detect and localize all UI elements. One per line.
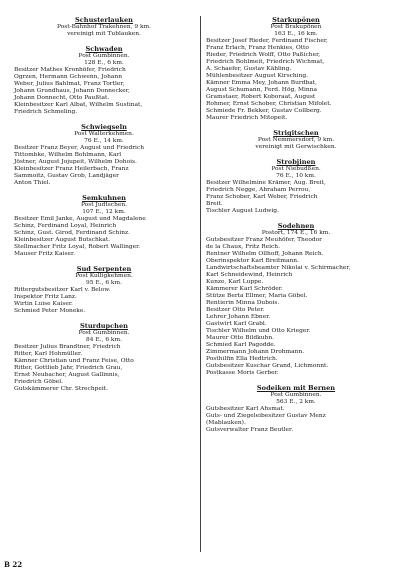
- resident-line: Besitzer Wilhelmine Krämer, Aug. Breit,: [206, 180, 326, 186]
- place-info: 95 E., 6 km.: [86, 280, 122, 286]
- resident-line: Gutsverwalter Franz Beutler.: [206, 427, 294, 433]
- place-title: Schwiegseln: [81, 123, 127, 131]
- place-info: 563 E., 2 km.: [276, 399, 316, 405]
- place-entry: [206, 222, 386, 377]
- resident-line: Guts- und Ziegeleibesitzer Gustav Menz: [206, 413, 326, 419]
- place-entry: [14, 265, 194, 315]
- resident-line: Johann Grundhaus, Johann Donnecker,: [14, 88, 130, 94]
- resident-line: Rittergutsbesitzer Karl v. Below.: [14, 287, 111, 293]
- resident-line: Franz Erlach, Franz Henkies, Otto: [206, 45, 309, 51]
- place-info: 128 E., 6 km.: [84, 60, 124, 66]
- resident-line: Schinz, Ferdinand Loyal, Heinrich: [14, 223, 117, 229]
- resident-line: Postkasse Moris Gerber.: [206, 370, 279, 376]
- resident-line: Rentner Wilhelm Ollhoff, Johann Reich.: [206, 251, 324, 257]
- place-title: Strobjinen: [276, 158, 316, 166]
- place-entry: [14, 123, 194, 187]
- place-entry: [206, 158, 386, 215]
- place-title: Semkuhnen: [82, 194, 126, 202]
- resident-line: Gutskämmerer Chr. Strechpeit.: [14, 386, 109, 392]
- place-title: Sturdupchen: [80, 322, 128, 330]
- resident-line: Franz Schober, Karl Weber, Friedrich: [206, 194, 318, 200]
- resident-line: Kleinbesitzer Franz Heilerbach, Franz: [14, 166, 129, 172]
- resident-line: Breit.: [206, 201, 223, 207]
- resident-line: Gutsbesitzer Franz Meuhöfer, Theodor: [206, 237, 323, 243]
- resident-line: Gutsbesitzer Karl Ahsmat.: [206, 406, 285, 412]
- resident-line: Gramstaer, Robert Koboraat, August: [206, 94, 316, 100]
- place-info: Post Kulligkehmen.: [75, 273, 133, 279]
- place-info: Post Gumbinnen.: [270, 392, 322, 398]
- right-column: [206, 16, 386, 441]
- resident-line: Kleinbesitzer August Butschkat.: [14, 237, 111, 243]
- resident-line: Zimmermann Johann Drohmann.: [206, 349, 305, 355]
- resident-line: Weber, Julius Bahlmat, Franz Tortler,: [14, 81, 125, 87]
- place-info: Postort, 174 E., 16 km.: [261, 230, 331, 236]
- resident-line: A. Schaefer, Gustav Kähling.: [206, 66, 292, 72]
- resident-line: Kämmerer Karl Schröder.: [206, 286, 283, 292]
- resident-line: Ritter, Karl Hohmüller.: [14, 351, 83, 357]
- resident-line: (Mablauken).: [206, 420, 246, 426]
- place-info: Post Nemmersdorf, 9 km.: [257, 137, 335, 143]
- place-info: 76 E., 10 km.: [276, 173, 316, 179]
- resident-line: Sammoitz, Gustav Grob, Landjäger: [14, 173, 119, 179]
- document-page: [14, 16, 386, 564]
- resident-line: Besitzer Julius Brandtner, Friedrich: [14, 344, 121, 350]
- resident-line: Besitzer Josef Rieder, Ferdinand Fischer,: [206, 38, 328, 44]
- place-entry: [14, 322, 194, 393]
- resident-line: Kämner Emma Mey, Johann Burdbat,: [206, 80, 318, 86]
- resident-line: Rentierin Minna Dubois.: [206, 300, 280, 306]
- place-entry: [14, 194, 194, 258]
- resident-line: Besitzer Emil Janke, August und Magdalene: [14, 216, 146, 222]
- place-info: 76 E., 14 km.: [84, 138, 124, 144]
- resident-line: Lehrer Johann Ebner.: [206, 314, 271, 320]
- resident-line: Ritter, Gottlieb Jahr, Friedrich Grau,: [14, 365, 123, 371]
- resident-line: Tischler August Ludwig.: [206, 208, 279, 214]
- resident-line: August Schumann, Ferd. Hög, Minna: [206, 87, 318, 93]
- resident-line: Oberinspektor Karl Breitmann.: [206, 258, 299, 264]
- resident-line: Ernst Neubacher, August Gallinnis,: [14, 372, 120, 378]
- resident-line: Mauser Fritz Kaiser.: [14, 251, 76, 257]
- place-info: vereinigt mit Gerwischken.: [255, 144, 337, 150]
- resident-line: Jöstner, August Jojupeit, Wilhelm Dohois.: [14, 159, 137, 165]
- place-title: Schwaden: [85, 45, 123, 53]
- place-info: 107 E., 12 km.: [82, 209, 126, 215]
- resident-line: Mühlenbesitzer August Kirsching.: [206, 73, 309, 79]
- resident-line: Landwirtschaftsbeamter Nikolai v. Schirmacher,: [206, 265, 351, 271]
- resident-line: de la Chaux, Fritz Reich.: [206, 244, 280, 250]
- place-info: Post-Bahnhof Trakehnen, 9 km.: [56, 24, 152, 30]
- resident-line: Johann Donnecht, Otto Paußtat.: [14, 95, 110, 101]
- place-info: Post Walterkehmen.: [74, 131, 134, 137]
- left-column: [14, 16, 194, 400]
- resident-line: Kunze, Karl Luppe.: [206, 279, 264, 285]
- place-info: Post Judtschen.: [80, 202, 128, 208]
- resident-line: Rieder, Friedrich Wolff, Otto Paßicher,: [206, 52, 321, 58]
- place-title: Starkupönen: [272, 16, 320, 24]
- resident-line: Schmiede Fr. Bekker, Gustav Collberg.: [206, 108, 322, 114]
- column-divider: [200, 16, 201, 552]
- place-info: 163 E., 16 km.: [274, 31, 318, 37]
- place-entry: [14, 16, 194, 38]
- resident-line: Kleinbesitzer Karl Albat, Wilhelm Sustinat,: [14, 102, 143, 108]
- place-entry: [206, 129, 386, 151]
- place-info: Post Niebudßen.: [271, 166, 321, 172]
- place-entry: [206, 16, 386, 122]
- place-info: Post Brakupönen: [270, 24, 322, 30]
- resident-line: Maurer Friedrich Mitopeit.: [206, 115, 288, 121]
- resident-line: Rohmer, Ernst Schober, Christian Mifolet.: [206, 101, 332, 107]
- place-entry: [14, 45, 194, 116]
- resident-line: Besitzer Franz Beyer, August und Friedrich: [14, 145, 145, 151]
- resident-line: Tischler Wilhelm und Otto Krieger.: [206, 328, 311, 334]
- place-title: Sodehnen: [277, 222, 315, 230]
- place-title: Sud Serpenten: [76, 265, 132, 273]
- resident-line: Gutsbesitzer Kuschar Grand, Lichmonnt.: [206, 363, 329, 369]
- place-title: Strigitschen: [273, 129, 319, 137]
- place-info: vereinigt mit Tublauken.: [67, 31, 141, 37]
- resident-line: Wirtin Luise Kaiser.: [14, 301, 73, 307]
- resident-line: Stellmacher Fritz Loyal, Robert Wallinger.: [14, 244, 141, 250]
- resident-line: Gastwirt Karl Grabl.: [206, 321, 267, 327]
- place-title: Sodeiken mit Bernen: [256, 384, 336, 392]
- resident-line: Besitzer Otto Peter.: [206, 307, 265, 313]
- resident-line: Tittombke, Wilhelm Bohlmann, Karl: [14, 152, 122, 158]
- resident-line: Schinz, Gust. Girod, Ferdinand Schinz.: [14, 230, 131, 236]
- resident-line: Anton Thiel.: [14, 180, 51, 186]
- resident-line: Friedrich Göbel.: [14, 379, 63, 385]
- place-entry: [206, 384, 386, 434]
- resident-line: Inspektor Fritz Lanz.: [14, 294, 77, 300]
- resident-line: Kämner Christian und Franz Feise, Otto: [14, 358, 134, 364]
- resident-line: Maurer Otto Bildkuhn.: [206, 335, 275, 341]
- resident-line: Schmied Peter Moneke.: [14, 308, 86, 314]
- resident-line: Karl Schneidewind, Heinrich: [206, 272, 293, 278]
- place-info: Post Gumbinnen.: [78, 53, 130, 59]
- resident-line: Friedrich Bohlmeit, Friedrich Wichmat,: [206, 59, 325, 65]
- resident-line: Posthilfin Ella Hedtrich.: [206, 356, 278, 362]
- place-info: Post Gumbinnen.: [78, 330, 130, 336]
- place-info: 84 E., 6 km.: [86, 337, 122, 343]
- resident-line: Schmied Karl Pagodde.: [206, 342, 276, 348]
- resident-line: Ogrzen, Hermann Gchwenn, Johann: [14, 74, 123, 80]
- resident-line: Friedrich Schmeling.: [14, 109, 78, 115]
- resident-line: Besitzer Mathes Kronhöfer, Friedrich: [14, 67, 126, 73]
- page-number: B 22: [4, 560, 23, 569]
- resident-line: Stütze Berta Ellmer, Maria Göbel.: [206, 293, 308, 299]
- resident-line: Friedrich Negge, Abraham Perrou,: [206, 187, 311, 193]
- place-title: Schusterlauken: [75, 16, 133, 24]
